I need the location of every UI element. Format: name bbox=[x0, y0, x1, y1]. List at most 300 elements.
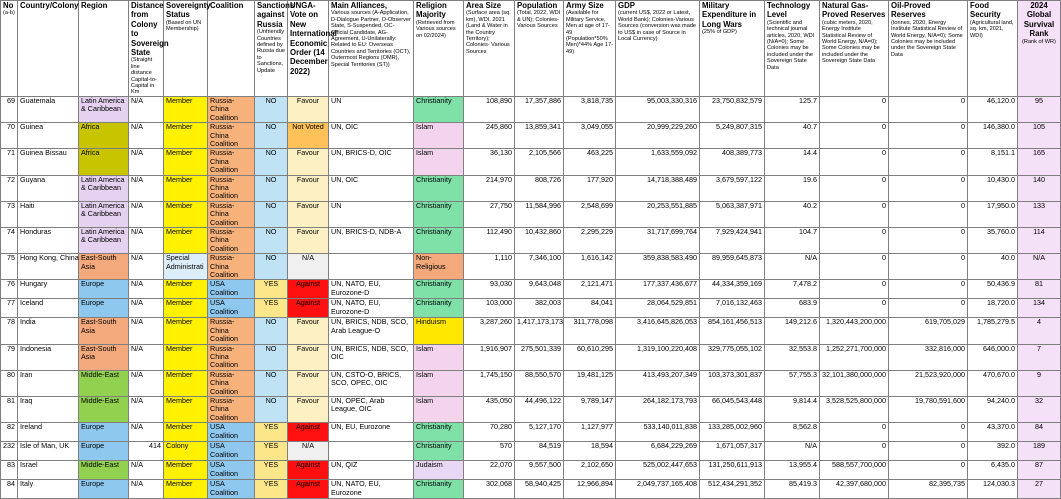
col-coalition-cell[interactable]: Russia-China Coalition bbox=[208, 201, 255, 227]
col-unga-vote-cell[interactable]: Favour bbox=[288, 397, 329, 423]
col-oil-cell[interactable]: 0 bbox=[889, 96, 968, 122]
col-technology-cell[interactable]: 9,814.4 bbox=[765, 397, 820, 423]
col-no-cell[interactable]: 71 bbox=[1, 149, 18, 175]
col-sanctions-header[interactable] bbox=[255, 1, 295, 97]
col-oil-cell[interactable]: 21,523,920,000 bbox=[889, 370, 968, 396]
col-technology-cell[interactable]: 40.2 bbox=[765, 201, 820, 227]
col-religion-cell[interactable]: Christianity bbox=[414, 442, 464, 461]
col-coalition-cell[interactable]: Russia-China Coalition bbox=[208, 370, 255, 396]
col-gdp-cell[interactable]: 31,717,699,764 bbox=[616, 227, 700, 253]
col-rank-cell[interactable]: 165 bbox=[1018, 149, 1061, 175]
col-distance-cell[interactable]: N/A bbox=[129, 480, 164, 499]
col-sovereignty-cell[interactable]: Member bbox=[164, 175, 208, 201]
col-no-cell[interactable]: 82 bbox=[1, 423, 18, 442]
col-unga-vote-cell[interactable]: Against bbox=[288, 480, 329, 499]
col-population-cell[interactable]: 13,859,341 bbox=[515, 123, 564, 149]
col-religion-cell[interactable]: Hinduism bbox=[414, 318, 464, 344]
col-sovereignty-cell[interactable]: Member bbox=[164, 344, 208, 370]
col-military-cell[interactable]: 5,063,387,971 bbox=[700, 201, 765, 227]
col-oil-cell[interactable]: 0 bbox=[889, 442, 968, 461]
col-army-cell[interactable]: 2,121,471 bbox=[564, 280, 616, 299]
col-gdp-header[interactable] bbox=[616, 1, 700, 97]
col-no-header[interactable] bbox=[1, 1, 18, 97]
col-religion-cell[interactable]: Christianity bbox=[414, 175, 464, 201]
col-no-cell[interactable]: 83 bbox=[1, 461, 18, 480]
col-army-cell[interactable]: 1,616,142 bbox=[564, 254, 616, 280]
col-gas-cell[interactable]: 0 bbox=[820, 254, 889, 280]
col-army-cell[interactable]: 19,481,125 bbox=[564, 370, 616, 396]
col-food-cell[interactable]: 94,240.0 bbox=[968, 397, 1018, 423]
col-region-cell[interactable]: Europe bbox=[79, 299, 129, 318]
col-military-cell[interactable]: 1,671,057,317 bbox=[700, 442, 765, 461]
col-religion-cell[interactable]: Islam bbox=[414, 123, 464, 149]
col-population-cell[interactable]: 9,557,500 bbox=[515, 461, 564, 480]
col-country-cell[interactable]: Hungary bbox=[18, 280, 79, 299]
col-military-cell[interactable]: 133,285,002,960 bbox=[700, 423, 765, 442]
col-army-cell[interactable]: 2,102,650 bbox=[564, 461, 616, 480]
col-technology-cell[interactable]: 85,419.3 bbox=[765, 480, 820, 499]
col-region-cell[interactable]: Middle-East bbox=[79, 370, 129, 396]
col-distance-header[interactable] bbox=[129, 1, 169, 97]
col-gas-cell[interactable]: 0 bbox=[820, 442, 889, 461]
col-country-cell[interactable]: Italy bbox=[18, 480, 79, 499]
col-population-cell[interactable]: 44,496,122 bbox=[515, 397, 564, 423]
col-gas-cell[interactable]: 0 bbox=[820, 149, 889, 175]
col-sanctions-cell[interactable]: NO bbox=[255, 149, 288, 175]
col-country-cell[interactable]: Hong Kong, China bbox=[18, 254, 79, 280]
col-food-cell[interactable]: 46,120.0 bbox=[968, 96, 1018, 122]
col-oil-cell[interactable]: 0 bbox=[889, 254, 968, 280]
col-population-cell[interactable]: 1,417,173,173 bbox=[515, 318, 564, 344]
col-food-cell[interactable]: 392.0 bbox=[968, 442, 1018, 461]
col-gdp-cell[interactable]: 413,493,207,349 bbox=[616, 370, 700, 396]
col-sovereignty-cell[interactable]: Member bbox=[164, 149, 208, 175]
col-sovereignty-cell[interactable]: Member bbox=[164, 280, 208, 299]
col-gdp-cell[interactable]: 14,718,388,489 bbox=[616, 175, 700, 201]
col-unga-vote-cell[interactable]: Favour bbox=[288, 370, 329, 396]
col-gdp-cell[interactable]: 28,064,529,851 bbox=[616, 299, 700, 318]
col-region-cell[interactable]: Europe bbox=[79, 480, 129, 499]
col-sovereignty-cell[interactable]: Member bbox=[164, 123, 208, 149]
col-area-cell[interactable]: 36,130 bbox=[464, 149, 515, 175]
col-sanctions-cell[interactable]: NO bbox=[255, 370, 288, 396]
col-oil-cell[interactable]: 0 bbox=[889, 175, 968, 201]
col-sanctions-cell[interactable]: NO bbox=[255, 344, 288, 370]
col-area-cell[interactable]: 1,745,150 bbox=[464, 370, 515, 396]
col-army-cell[interactable]: 12,966,894 bbox=[564, 480, 616, 499]
col-army-cell[interactable]: 1,127,977 bbox=[564, 423, 616, 442]
col-military-cell[interactable]: 3,679,597,122 bbox=[700, 175, 765, 201]
col-sovereignty-cell[interactable]: Member bbox=[164, 299, 208, 318]
col-gdp-cell[interactable]: 2,049,737,165,408 bbox=[616, 480, 700, 499]
col-alliances-cell[interactable]: UN bbox=[329, 96, 414, 122]
col-alliances-cell[interactable]: UN, OPEC, Arab League, OIC bbox=[329, 397, 414, 423]
col-area-cell[interactable]: 108,890 bbox=[464, 96, 515, 122]
col-alliances-cell[interactable] bbox=[329, 254, 414, 280]
col-army-cell[interactable]: 2,548,699 bbox=[564, 201, 616, 227]
col-sanctions-cell[interactable]: NO bbox=[255, 227, 288, 253]
col-population-cell[interactable]: 9,643,048 bbox=[515, 280, 564, 299]
col-region-cell[interactable]: Europe bbox=[79, 423, 129, 442]
col-population-cell[interactable]: 17,357,886 bbox=[515, 96, 564, 122]
col-area-cell[interactable]: 103,000 bbox=[464, 299, 515, 318]
col-no-cell[interactable]: 72 bbox=[1, 175, 18, 201]
col-distance-cell[interactable]: 414 bbox=[129, 442, 164, 461]
col-military-cell[interactable]: 89,959,645,873 bbox=[700, 254, 765, 280]
col-food-cell[interactable]: 146,380.0 bbox=[968, 123, 1018, 149]
col-country-cell[interactable]: Iceland bbox=[18, 299, 79, 318]
col-unga-vote-cell[interactable]: Against bbox=[288, 423, 329, 442]
col-sanctions-cell[interactable]: NO bbox=[255, 397, 288, 423]
col-no-cell[interactable]: 74 bbox=[1, 227, 18, 253]
col-area-cell[interactable]: 1,110 bbox=[464, 254, 515, 280]
col-country-cell[interactable]: Indonesia bbox=[18, 344, 79, 370]
col-gdp-cell[interactable]: 177,337,436,677 bbox=[616, 280, 700, 299]
col-distance-cell[interactable]: N/A bbox=[129, 461, 164, 480]
col-population-cell[interactable]: 5,127,170 bbox=[515, 423, 564, 442]
col-alliances-cell[interactable]: UN, OIC bbox=[329, 175, 414, 201]
col-gas-cell[interactable]: 0 bbox=[820, 201, 889, 227]
col-unga-vote-header[interactable] bbox=[288, 1, 337, 97]
col-population-cell[interactable]: 84,519 bbox=[515, 442, 564, 461]
col-oil-cell[interactable]: 82,395,735 bbox=[889, 480, 968, 499]
col-rank-cell[interactable]: 9 bbox=[1018, 370, 1061, 396]
col-population-cell[interactable]: 382,003 bbox=[515, 299, 564, 318]
col-country-cell[interactable]: Iran bbox=[18, 370, 79, 396]
col-gas-header[interactable] bbox=[820, 1, 889, 97]
col-coalition-cell[interactable]: Russia-China Coalition bbox=[208, 123, 255, 149]
col-military-cell[interactable]: 408,389,773 bbox=[700, 149, 765, 175]
col-alliances-header[interactable] bbox=[329, 1, 414, 97]
col-country-header[interactable] bbox=[18, 1, 79, 97]
col-technology-header[interactable] bbox=[765, 1, 820, 97]
col-army-cell[interactable]: 9,789,147 bbox=[564, 397, 616, 423]
col-military-cell[interactable]: 66,045,543,448 bbox=[700, 397, 765, 423]
col-gas-cell[interactable]: 0 bbox=[820, 227, 889, 253]
col-sanctions-cell[interactable]: NO bbox=[255, 123, 288, 149]
col-gas-cell[interactable]: 588,557,700,000 bbox=[820, 461, 889, 480]
col-gas-cell[interactable]: 0 bbox=[820, 96, 889, 122]
col-gdp-cell[interactable]: 20,999,229,260 bbox=[616, 123, 700, 149]
col-oil-cell[interactable]: 0 bbox=[889, 423, 968, 442]
col-oil-cell[interactable]: 0 bbox=[889, 149, 968, 175]
col-oil-cell[interactable]: 0 bbox=[889, 227, 968, 253]
col-rank-cell[interactable]: 27 bbox=[1018, 480, 1061, 499]
col-alliances-cell[interactable]: UN, CSTO-O, BRICS, SCO, OPEC, OIC bbox=[329, 370, 414, 396]
col-gdp-cell[interactable]: 3,416,645,826,053 bbox=[616, 318, 700, 344]
col-food-cell[interactable]: 470,670.0 bbox=[968, 370, 1018, 396]
col-food-cell[interactable]: 124,030.3 bbox=[968, 480, 1018, 499]
col-food-cell[interactable]: 17,950.0 bbox=[968, 201, 1018, 227]
col-region-cell[interactable]: Latin America & Caribbean bbox=[79, 175, 129, 201]
col-rank-cell[interactable]: 140 bbox=[1018, 175, 1061, 201]
col-population-cell[interactable]: 88,550,570 bbox=[515, 370, 564, 396]
col-oil-cell[interactable]: 0 bbox=[889, 299, 968, 318]
col-sovereignty-cell[interactable]: Member bbox=[164, 318, 208, 344]
col-military-cell[interactable]: 44,334,359,169 bbox=[700, 280, 765, 299]
col-sovereignty-cell[interactable]: Member bbox=[164, 96, 208, 122]
col-area-cell[interactable]: 302,068 bbox=[464, 480, 515, 499]
col-country-cell[interactable]: Ireland bbox=[18, 423, 79, 442]
col-army-cell[interactable]: 463,225 bbox=[564, 149, 616, 175]
col-unga-vote-cell[interactable]: N/A bbox=[288, 442, 329, 461]
col-distance-cell[interactable]: N/A bbox=[129, 254, 164, 280]
col-unga-vote-cell[interactable]: Favour bbox=[288, 344, 329, 370]
col-coalition-cell[interactable]: Russia-China Coalition bbox=[208, 227, 255, 253]
col-technology-cell[interactable]: 7,478.2 bbox=[765, 280, 820, 299]
col-coalition-header[interactable] bbox=[208, 1, 255, 97]
col-military-cell[interactable]: 7,929,424,941 bbox=[700, 227, 765, 253]
col-sanctions-cell[interactable]: YES bbox=[255, 480, 288, 499]
col-army-header[interactable] bbox=[564, 1, 616, 97]
col-religion-cell[interactable]: Non-Religious bbox=[414, 254, 464, 280]
col-unga-vote-cell[interactable]: Favour bbox=[288, 149, 329, 175]
col-area-cell[interactable]: 93,030 bbox=[464, 280, 515, 299]
col-rank-cell[interactable]: 4 bbox=[1018, 318, 1061, 344]
col-sovereignty-cell[interactable]: Member bbox=[164, 423, 208, 442]
col-region-cell[interactable]: East-South Asia bbox=[79, 254, 129, 280]
col-country-cell[interactable]: Honduras bbox=[18, 227, 79, 253]
col-region-cell[interactable]: Europe bbox=[79, 442, 129, 461]
col-no-cell[interactable]: 69 bbox=[1, 96, 18, 122]
col-alliances-cell[interactable]: UN, BRICS-D, OIC bbox=[329, 149, 414, 175]
col-military-cell[interactable]: 5,249,807,315 bbox=[700, 123, 765, 149]
col-rank-cell[interactable]: 32 bbox=[1018, 397, 1061, 423]
col-distance-cell[interactable]: N/A bbox=[129, 370, 164, 396]
col-sovereignty-header[interactable] bbox=[164, 1, 211, 97]
col-coalition-cell[interactable]: Russia-China Coalition bbox=[208, 96, 255, 122]
col-coalition-cell[interactable]: USA Coalition bbox=[208, 461, 255, 480]
col-population-header[interactable] bbox=[515, 1, 564, 97]
col-food-cell[interactable]: 43,370.0 bbox=[968, 423, 1018, 442]
col-distance-cell[interactable]: N/A bbox=[129, 397, 164, 423]
col-area-cell[interactable]: 70,280 bbox=[464, 423, 515, 442]
col-country-cell[interactable]: Guatemala bbox=[18, 96, 79, 122]
col-rank-cell[interactable]: 7 bbox=[1018, 344, 1061, 370]
col-no-cell[interactable]: 75 bbox=[1, 254, 18, 280]
col-country-cell[interactable]: Guyana bbox=[18, 175, 79, 201]
col-no-cell[interactable]: 76 bbox=[1, 280, 18, 299]
col-technology-cell[interactable]: 40.7 bbox=[765, 123, 820, 149]
col-region-cell[interactable]: Latin America & Caribbean bbox=[79, 227, 129, 253]
col-military-header[interactable] bbox=[700, 1, 765, 97]
col-rank-header[interactable] bbox=[1018, 1, 1061, 97]
col-gdp-cell[interactable]: 264,182,173,793 bbox=[616, 397, 700, 423]
col-food-cell[interactable]: 10,430.0 bbox=[968, 175, 1018, 201]
col-technology-cell[interactable]: 149,212.6 bbox=[765, 318, 820, 344]
col-sovereignty-cell[interactable]: Member bbox=[164, 397, 208, 423]
col-region-cell[interactable]: Latin America & Caribbean bbox=[79, 96, 129, 122]
col-sovereignty-cell[interactable]: Member bbox=[164, 461, 208, 480]
col-region-cell[interactable]: Africa bbox=[79, 149, 129, 175]
col-religion-cell[interactable]: Christianity bbox=[414, 280, 464, 299]
col-country-cell[interactable]: Isle of Man, UK bbox=[18, 442, 79, 461]
col-gdp-cell[interactable]: 1,319,100,220,408 bbox=[616, 344, 700, 370]
col-distance-cell[interactable]: N/A bbox=[129, 123, 164, 149]
col-religion-header[interactable] bbox=[414, 1, 464, 97]
col-coalition-cell[interactable]: Russia-China Coalition bbox=[208, 149, 255, 175]
col-region-header[interactable] bbox=[79, 1, 129, 97]
col-military-cell[interactable]: 103,373,301,837 bbox=[700, 370, 765, 396]
col-coalition-cell[interactable]: Russia-China Coalition bbox=[208, 254, 255, 280]
col-army-cell[interactable]: 18,594 bbox=[564, 442, 616, 461]
col-alliances-cell[interactable]: UN, NATO, EU, Eurozone-D bbox=[329, 299, 414, 318]
col-country-cell[interactable]: Israel bbox=[18, 461, 79, 480]
col-gas-cell[interactable]: 42,397,680,000 bbox=[820, 480, 889, 499]
col-sovereignty-cell[interactable]: Member bbox=[164, 370, 208, 396]
col-food-cell[interactable]: 1,785,279.5 bbox=[968, 318, 1018, 344]
col-sanctions-cell[interactable]: YES bbox=[255, 461, 288, 480]
col-country-cell[interactable]: Guinea Bissau bbox=[18, 149, 79, 175]
col-military-cell[interactable]: 131,250,611,913 bbox=[700, 461, 765, 480]
col-sanctions-cell[interactable]: YES bbox=[255, 299, 288, 318]
col-technology-cell[interactable]: 14.4 bbox=[765, 149, 820, 175]
col-gas-cell[interactable]: 0 bbox=[820, 175, 889, 201]
col-oil-cell[interactable]: 0 bbox=[889, 461, 968, 480]
col-religion-cell[interactable]: Christianity bbox=[414, 423, 464, 442]
col-alliances-cell[interactable]: UN, EU, Eurozone bbox=[329, 423, 414, 442]
col-religion-cell[interactable]: Judaism bbox=[414, 461, 464, 480]
col-rank-cell[interactable]: 87 bbox=[1018, 461, 1061, 480]
col-gdp-cell[interactable]: 95,003,330,316 bbox=[616, 96, 700, 122]
col-food-cell[interactable]: 18,720.0 bbox=[968, 299, 1018, 318]
col-food-cell[interactable]: 35,760.0 bbox=[968, 227, 1018, 253]
col-rank-cell[interactable]: 133 bbox=[1018, 201, 1061, 227]
col-area-cell[interactable]: 112,490 bbox=[464, 227, 515, 253]
col-military-cell[interactable]: 512,434,291,352 bbox=[700, 480, 765, 499]
col-distance-cell[interactable]: N/A bbox=[129, 318, 164, 344]
col-alliances-cell[interactable] bbox=[329, 442, 414, 461]
col-oil-cell[interactable]: 0 bbox=[889, 280, 968, 299]
col-gas-cell[interactable]: 32,101,380,000,000 bbox=[820, 370, 889, 396]
col-coalition-cell[interactable]: Russia-China Coalition bbox=[208, 397, 255, 423]
col-religion-cell[interactable]: Islam bbox=[414, 149, 464, 175]
col-unga-vote-cell[interactable]: Favour bbox=[288, 227, 329, 253]
col-region-cell[interactable]: Latin America & Caribbean bbox=[79, 201, 129, 227]
col-region-cell[interactable]: Middle-East bbox=[79, 397, 129, 423]
col-coalition-cell[interactable]: USA Coalition bbox=[208, 480, 255, 499]
col-sovereignty-cell[interactable]: Special Administrati bbox=[164, 254, 208, 280]
col-oil-cell[interactable]: 0 bbox=[889, 201, 968, 227]
col-coalition-cell[interactable]: USA Coalition bbox=[208, 280, 255, 299]
col-population-cell[interactable]: 11,584,996 bbox=[515, 201, 564, 227]
col-technology-cell[interactable]: 13,955.4 bbox=[765, 461, 820, 480]
col-food-cell[interactable]: 646,000.0 bbox=[968, 344, 1018, 370]
col-rank-cell[interactable]: 81 bbox=[1018, 280, 1061, 299]
col-gas-cell[interactable]: 0 bbox=[820, 280, 889, 299]
col-unga-vote-cell[interactable]: N/A bbox=[288, 254, 329, 280]
col-gas-cell[interactable]: 3,528,525,800,000 bbox=[820, 397, 889, 423]
col-no-cell[interactable]: 232 bbox=[1, 442, 18, 461]
col-rank-cell[interactable]: 105 bbox=[1018, 123, 1061, 149]
col-gas-cell[interactable]: 1,320,443,200,000 bbox=[820, 318, 889, 344]
col-population-cell[interactable]: 808,726 bbox=[515, 175, 564, 201]
col-distance-cell[interactable]: N/A bbox=[129, 280, 164, 299]
col-food-cell[interactable]: 6,435.0 bbox=[968, 461, 1018, 480]
col-alliances-cell[interactable]: UN, BRICS, NDB, SCO, Arab League-O bbox=[329, 318, 414, 344]
col-coalition-cell[interactable]: USA Coalition bbox=[208, 299, 255, 318]
col-rank-cell[interactable]: N/A bbox=[1018, 254, 1061, 280]
col-sanctions-cell[interactable]: YES bbox=[255, 442, 288, 461]
col-gdp-cell[interactable]: 20,253,551,885 bbox=[616, 201, 700, 227]
col-region-cell[interactable]: Middle-East bbox=[79, 461, 129, 480]
col-rank-cell[interactable]: 114 bbox=[1018, 227, 1061, 253]
col-religion-cell[interactable]: Christianity bbox=[414, 480, 464, 499]
col-no-cell[interactable]: 73 bbox=[1, 201, 18, 227]
col-no-cell[interactable]: 80 bbox=[1, 370, 18, 396]
col-sanctions-cell[interactable]: NO bbox=[255, 318, 288, 344]
col-distance-cell[interactable]: N/A bbox=[129, 201, 164, 227]
col-rank-cell[interactable]: 84 bbox=[1018, 423, 1061, 442]
col-technology-cell[interactable]: 683.9 bbox=[765, 299, 820, 318]
col-population-cell[interactable]: 7,346,100 bbox=[515, 254, 564, 280]
col-area-cell[interactable]: 570 bbox=[464, 442, 515, 461]
col-unga-vote-cell[interactable]: Favour bbox=[288, 175, 329, 201]
col-unga-vote-cell[interactable]: Against bbox=[288, 299, 329, 318]
col-area-cell[interactable]: 22,070 bbox=[464, 461, 515, 480]
col-alliances-cell[interactable]: UN, BRICS, NDB, SCO, OIC bbox=[329, 344, 414, 370]
col-army-cell[interactable]: 177,920 bbox=[564, 175, 616, 201]
col-area-cell[interactable]: 214,970 bbox=[464, 175, 515, 201]
col-alliances-cell[interactable]: UN, NATO, EU, Eurozone bbox=[329, 480, 414, 499]
col-area-cell[interactable]: 1,916,907 bbox=[464, 344, 515, 370]
col-distance-cell[interactable]: N/A bbox=[129, 344, 164, 370]
col-technology-cell[interactable]: 8,562.8 bbox=[765, 423, 820, 442]
col-sovereignty-cell[interactable]: Member bbox=[164, 480, 208, 499]
col-distance-cell[interactable]: N/A bbox=[129, 227, 164, 253]
col-religion-cell[interactable]: Christianity bbox=[414, 201, 464, 227]
col-distance-cell[interactable]: N/A bbox=[129, 96, 164, 122]
col-alliances-cell[interactable]: UN, BRICS-D, NDB-A bbox=[329, 227, 414, 253]
col-technology-cell[interactable]: 104.7 bbox=[765, 227, 820, 253]
col-unga-vote-cell[interactable]: Against bbox=[288, 280, 329, 299]
col-food-cell[interactable]: 40.0 bbox=[968, 254, 1018, 280]
col-no-cell[interactable]: 81 bbox=[1, 397, 18, 423]
col-food-cell[interactable]: 8,151.1 bbox=[968, 149, 1018, 175]
col-sovereignty-cell[interactable]: Colony bbox=[164, 442, 208, 461]
col-alliances-cell[interactable]: UN, QIZ bbox=[329, 461, 414, 480]
col-rank-cell[interactable]: 134 bbox=[1018, 299, 1061, 318]
col-religion-cell[interactable]: Christianity bbox=[414, 227, 464, 253]
col-technology-cell[interactable]: 57,755.3 bbox=[765, 370, 820, 396]
col-technology-cell[interactable]: 19.6 bbox=[765, 175, 820, 201]
col-religion-cell[interactable]: Christianity bbox=[414, 299, 464, 318]
col-religion-cell[interactable]: Christianity bbox=[414, 96, 464, 122]
col-unga-vote-cell[interactable]: Not Voted bbox=[288, 123, 329, 149]
col-gas-cell[interactable]: 0 bbox=[820, 299, 889, 318]
col-rank-cell[interactable]: 189 bbox=[1018, 442, 1061, 461]
col-technology-cell[interactable]: N/A bbox=[765, 254, 820, 280]
col-coalition-cell[interactable]: Russia-China Coalition bbox=[208, 344, 255, 370]
col-population-cell[interactable]: 10,432,860 bbox=[515, 227, 564, 253]
col-distance-cell[interactable]: N/A bbox=[129, 423, 164, 442]
col-population-cell[interactable]: 2,105,566 bbox=[515, 149, 564, 175]
col-gas-cell[interactable]: 0 bbox=[820, 123, 889, 149]
col-military-cell[interactable]: 23,750,832,579 bbox=[700, 96, 765, 122]
col-area-header[interactable] bbox=[464, 1, 515, 97]
col-region-cell[interactable]: East-South Asia bbox=[79, 344, 129, 370]
col-gdp-cell[interactable]: 6,684,229,269 bbox=[616, 442, 700, 461]
col-military-cell[interactable]: 854,161,456,513 bbox=[700, 318, 765, 344]
col-oil-cell[interactable]: 0 bbox=[889, 123, 968, 149]
col-sovereignty-cell[interactable]: Member bbox=[164, 227, 208, 253]
col-distance-cell[interactable]: N/A bbox=[129, 175, 164, 201]
col-gas-cell[interactable]: 1,252,271,700,000 bbox=[820, 344, 889, 370]
col-sanctions-cell[interactable]: NO bbox=[255, 96, 288, 122]
col-army-cell[interactable]: 311,778,098 bbox=[564, 318, 616, 344]
col-area-cell[interactable]: 435,050 bbox=[464, 397, 515, 423]
col-technology-cell[interactable]: 125.7 bbox=[765, 96, 820, 122]
